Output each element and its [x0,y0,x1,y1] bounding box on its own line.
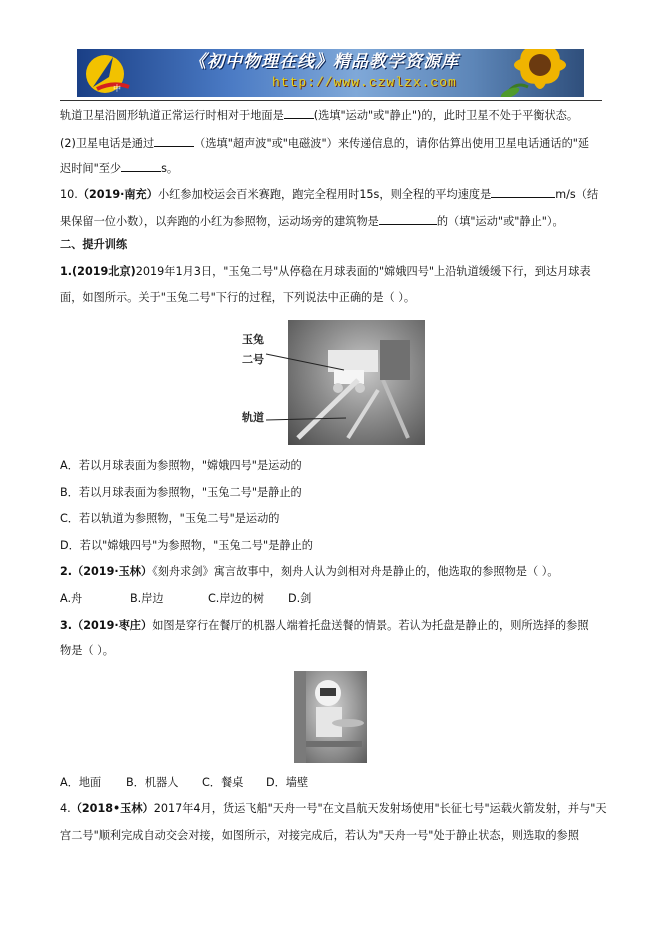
q10-answer-blank-1[interactable] [491,186,555,198]
q3-line-1: 3.（2019·枣庄）如图是穿行在餐厅的机器人端着托盘送餐的情景。若认为托盘是静止的，则所选择的参照 [60,619,589,632]
q2-line-1: 2.（2019·玉林）《刻舟求剑》寓言故事中，刻舟人认为剑相对舟是静止的，他选取的参照物是（ ）。 [60,565,559,578]
q4-line-2: 宫二号"顺利完成自动交会对接，如图所示，对接完成后，若认为"天舟一号"处于静止状态，则选取的参照 [60,829,579,842]
q1-line-1: 1.(2019北京)2019年1月3日，"玉兔二号"从停稳在月球表面的"嫦娥四号"上沿轨道缓缓下行，到达月球表 [60,265,591,278]
fig-label-track: 轨道 [242,411,264,424]
q10-answer-blank-2[interactable] [379,213,437,225]
q2-option-b[interactable]: B.岸边 [130,592,164,605]
svg-text:中: 中 [113,84,121,93]
q1-option-a[interactable]: A．若以月球表面为参照物，"嫦娥四号"是运动的 [60,459,302,472]
q3-option-d[interactable]: D．墙壁 [266,776,309,789]
header-rule [60,100,602,101]
q1-option-c[interactable]: C．若以轨道为参照物，"玉兔二号"是运动的 [60,512,280,525]
q3-option-b[interactable]: B．机器人 [126,776,179,789]
q3-option-c[interactable]: C．餐桌 [202,776,244,789]
fig-label-rover-1: 玉兔 [242,333,264,346]
q3-robot-photo [294,671,367,763]
q9-answer-blank-3[interactable] [121,160,161,172]
q9-line-1: 轨道卫星沿圆形轨道正常运行时相对于地面是 (选填"运动"或"静止")的，此时卫星不处于平衡状态。 [60,109,579,122]
q3-option-a[interactable]: A．地面 [60,776,102,789]
q2-option-a[interactable]: A.舟 [60,592,83,605]
fig-pointer-lines [240,320,425,445]
q1-figure [240,320,425,445]
banner-title: 《初中物理在线》精品教学资源库 [189,52,459,72]
q9-line-2: (2)卫星电话是通过 （选填"超声波"或"电磁波"）来传递信息的，请你估算出使用卫星电话通话的"延 [60,137,590,150]
q2-options [60,593,311,606]
q1-option-b[interactable]: B．若以月球表面为参照物，"玉兔二号"是静止的 [60,486,302,499]
q9-line-3: 迟时间"至少 s。 [60,162,179,175]
robot-image-icon [294,671,367,763]
section-heading: 二、提升训练 [60,238,128,251]
q1-option-d[interactable]: D．若以"嫦娥四号"为参照物，"玉兔二号"是静止的 [60,539,313,552]
q1-line-2: 面，如图所示。关于"玉兔二号"下行的过程，下列说法中正确的是（ ）。 [60,291,416,304]
q3-options [60,777,308,790]
banner-url: http://www.czwlzx.com [272,75,457,90]
site-logo-icon [83,51,141,95]
q9-answer-blank-1[interactable] [284,107,314,119]
fig-label-rover-2: 二号 [242,353,264,366]
q3-line-2: 物是（ ）。 [60,644,114,657]
q2-option-d[interactable]: D.剑 [288,592,312,605]
sunflower-icon [492,49,576,97]
q2-option-c[interactable]: C.岸边的树 [208,592,265,605]
q10-line-1: 10.（2019·南充）小红参加校运会百米赛跑，跑完全程用时15s，则全程的平均速度是 m/s（结 [60,188,599,201]
header-banner [77,49,584,97]
q4-line-1: 4.（2018•玉林）2017年4月，货运飞船"天舟一号"在文昌航天发射场使用"长征七号"运载火箭发射，并与"天 [60,802,607,815]
q10-line-2: 果保留一位小数），以奔跑的小红为参照物，运动场旁的建筑物是 的（填"运动"或"静止"）。 [60,215,564,228]
q9-answer-blank-2[interactable] [154,135,194,147]
